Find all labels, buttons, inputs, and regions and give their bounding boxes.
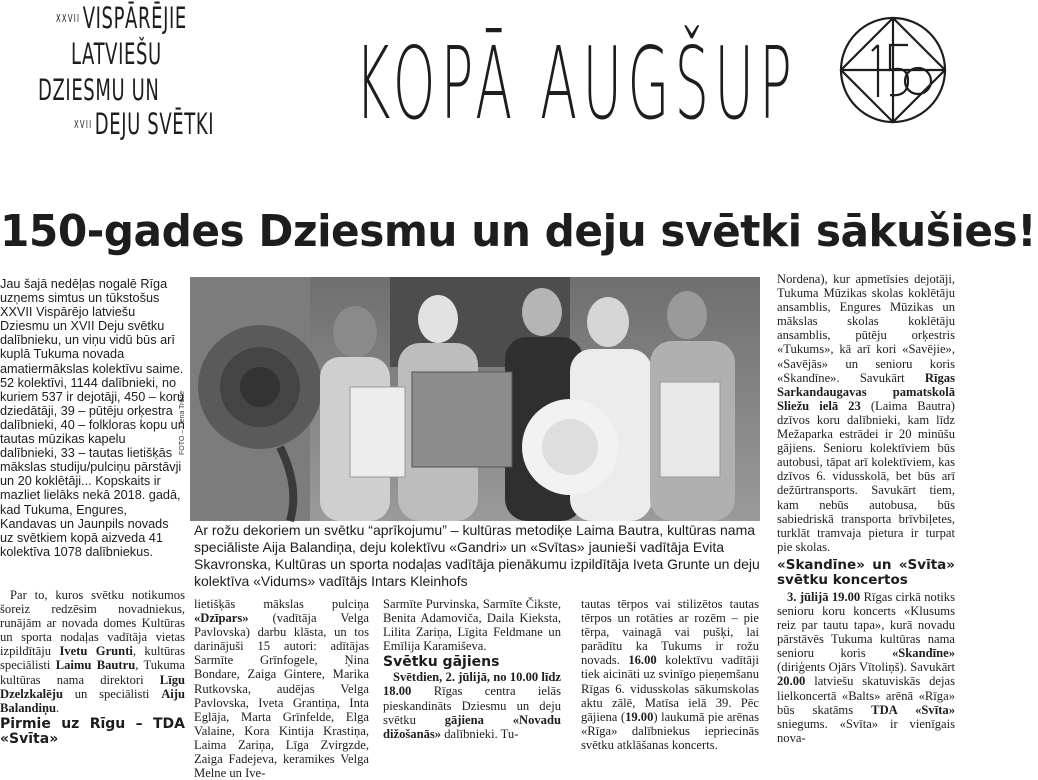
paragraph-authors: Sarmīte Purvinska, Sarmīte Čikste, Benita Adamoviča, Daila Kieksta, Lilita Zariņa, Līgita Feldmane un Emīlija Karamiševa. xyxy=(383,597,561,654)
paragraph-accommodation: Nordena), kur apmetīsies dejotāji, Tukuma Mūzikas skolas koklētāju ansamblis, Engures Mūzikas un mākslas skolas koklētāju ansamblis, pūtēju orķestris «Tukums», kā arī kori «Savējie», «Savējās» un senioru koris «Skandīne». Savukārt Rīgas Sarkandaugavas pamatskolā Sliežu ielā 23 (Laima Bautra) dzīvos koru dalībnieki, kam līdz Mežaparka estrādei ir 20 minūšu gājiens. Senioru kolektīviem būs autobusi, tāpat arī kolektīviem, kas dzīvos 6. vidusskolā, bet būs arī dežūrtransports. Savukārt tiem, kam nebūs autobusa, būs sabiedriskā transporta brīvbiļetes, turklāt tramvaja pietura ir turpat pie skolas. xyxy=(777,272,955,554)
paragraph-interviewees: Par to, kuros svētku notikumos šoreiz redzēsim novadniekus, runājām ar novada domes Kultūras un sporta nodaļas vadītāja vietas izpildītāju Ivetu Grunti, kultūras speciālisti Laimu Bautru, Tukuma kultūras nama direktori Līgu Dzelzkalēju un speciālisti Aiju Balandiņu. xyxy=(0,588,185,715)
paragraph-craft-works: lietišķās mākslas pulciņa «Dzīpars» (vadītāja Velga Pavlovska) darbu klāsta, un tos darinājuši 15 autori: adītājas Sarmīte Grīnfogele, Ņina Bondare, Zaiga Gintere, Marika Rutkovska, audējas Velga Pavlovska, Iveta Grantiņa, Inta Eglāja, Marta Grīnfelde, Elga Valaine, Kora Kintija Krastiņa, Laima Zariņa, Līga Zvirgzde, Zaiga Fadejeva, keramikes Velga Melne un Ive- xyxy=(194,597,369,780)
article-column-1 xyxy=(0,588,185,749)
article-lead: Jau šajā nedēļas nogalē Rīga uzņems simtus un tūkstošus XXVII Vispārējo latviešu Dziesmu un XVII Deju svētku dalībnieku, un viņu vidū būs arī kuplā Tukuma novada amatiermākslas kolektīvu saime. 52 kolektīvi, 1144 dalībnieki, no kuriem 537 ir dejotāji, 450 – koru dziedātāji, 39 – pūtēju orķestra dalībnieki, 40 – folkloras kopu un tautas mūzikas kapelu dalībnieki, 33 – tautas lietišķās mākslas studiju/pulciņu pārstāvji un 20 koklētāji... Kopskaits ir mazliet lielāks nekā 2018. gadā, kad Tukuma, Engures, Kandavas un Jaunpils novads uz svētkiem kopā aizveda 41 kolektīva 1078 dalībniekus. xyxy=(0,277,185,559)
paragraph-procession: Svētdien, 2. jūlijā, no 10.00 līdz 18.00 Rīgas centra ielās pieskandināts Dziesmu un deju svētku gājiena «Novadu dižošanās» dalībnieki. Tu- xyxy=(383,670,561,741)
article-headline: 150-gades Dziesmu un deju svētki sākušies! xyxy=(0,206,1036,257)
photo-credit: FOTO – Liena Trēde xyxy=(179,390,186,455)
anniversary-logo xyxy=(838,15,948,125)
article-column-5 xyxy=(777,272,955,749)
article-column-4 xyxy=(581,597,759,752)
article-column-3 xyxy=(383,597,561,749)
subheading-first-to-riga: Pirmie uz Rīgu – TDA «Svīta» xyxy=(0,715,185,747)
paragraph-concerts: 3. jūlijā 19.00 Rīgas cirkā notiks senioru koru koncerts «Klusums reiz par tautu tapa», kurā novadu pārstāvēs Tukuma kultūras nama senioru koris «Skandīne» (diriģents Ojārs Vītoliņš). Savukārt 20.00 latviešu skatuviskās dejas lielkoncertā «Balts» arēnā «Rīga» būs skatāms TDA «Svīta» sniegums. «Svīta» ir vienīgais nova- xyxy=(777,589,956,745)
festival-line-4: $^{XVII}$DEJU SVĒTKI xyxy=(74,107,215,141)
subheading-procession: Svētku gājiens xyxy=(383,654,500,671)
article-column-2 xyxy=(194,597,369,780)
subheading-concerts: «Skandīne» un «Svīta» svētku koncertos xyxy=(777,556,955,588)
svg-text:150: 150 xyxy=(842,123,844,124)
festival-line-1: $^{XXVII}$VISPĀRĒJIE xyxy=(56,1,187,35)
photo-caption: Ar rožu dekoriem un svētku “aprīkojumu” – kultūras metodiķe Laima Bautra, kultūras nama speciāliste Aija Balandiņa, deju kolektīvu «Gandri» un «Svītas» jaunieši vadītāja Evita Skavronska, Kultūras un sporta nodaļas vadītāja pienākumu izpildītāja Iveta Grunte un deju kolektīva «Vidums» vadītājs Intars Kleinhofs xyxy=(194,522,760,589)
masthead-title: KOPĀ AUGŠUP xyxy=(355,25,798,142)
paragraph-procession-cont: tautas tērpos vai stilizētos tautas tērpos un rotāties ar rozēm – pie tērpa, vainagā vai pušķi, lai parādītu ka Tukums ir rožu novads. 16.00 kolektīvu vadītāji tiek aicināti uz svinīgo pieņemšanu Rīgas 6. vidusskolas sākumskolas aktu zālē, Matīsa ielā 39. Pēc gājiena (19.00) laukumā pie arēnas «Rīga» dalībniekus iepriecinās svētku atklāšanas koncerts. xyxy=(581,597,759,752)
group-photo xyxy=(190,277,760,521)
